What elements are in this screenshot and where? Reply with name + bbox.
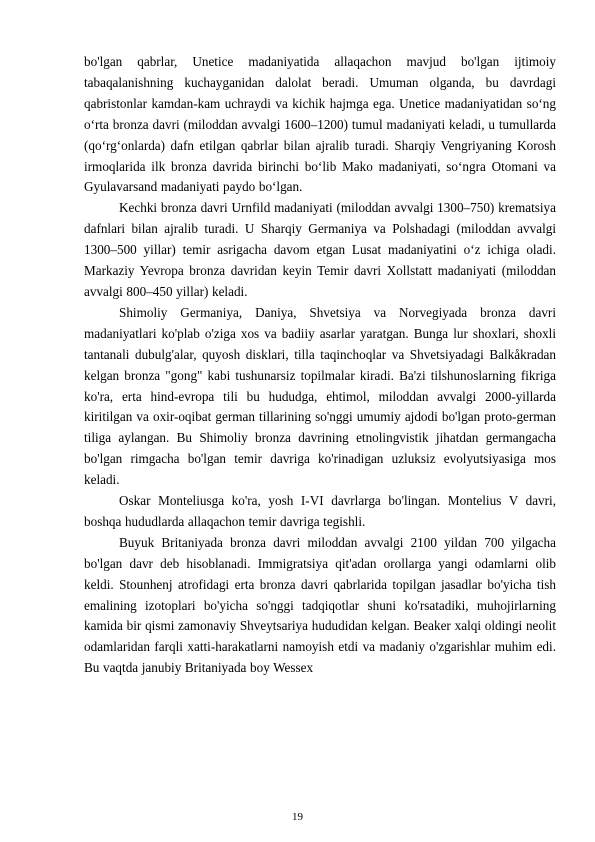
paragraph: Oskar Monteliusga ko'ra, yosh I-VI davrlarga bo'lingan. Montelius V davri, boshqa hududlarda allaqachon temir davriga tegishli.	[84, 493, 556, 529]
paragraph: Shimoliy Germaniya, Daniya, Shvetsiya va Norvegiyada bronza davri madaniyatlari ko'plab o'ziga xos va badiiy asarlar yaratgan. Bunga lur shoxlari, shoxli tantanali dubulg'alar, quyosh disklari, tilla taqinchoqlar va Shvetsiyadagi Balkåkradan kelgan bronza "gong" kabi tushunarsiz topilmalar kiradi. Ba'zi tilshunoslarning fikriga ko'ra, erta hind-evropa tili bu hududga, ehtimol, miloddan avvalgi 2000-yillarda kiritilgan va oxir-oqibat german tillarining so'nggi umumiy ajdodi bo'lgan proto-german tiliga aylangan. Bu Shimoliy bronza davrining etnolingvistik jihatdan germangacha bo'lgan rimgacha bo'lgan temir davriga ko'rinadigan uzluksiz evolyutsiyasiga mos keladi.	[84, 304, 556, 488]
page-number: 19	[292, 811, 303, 823]
paragraph: bo'lgan qabrlar, Unetice madaniyatida allaqachon mavjud bo'lgan ijtimoiy tabaqalanishning kuchayganidan dalolat beradi. Umuman olganda, bu davrdagi qabristonlar kamdan-kam uchraydi va kichik hajmga ega. Unetice madaniyatidan so‘ng o‘rta bronza davri (miloddan avvalgi 1600–1200) tumul madaniyati keladi, u tumullarda (qo‘rg‘onlarda) dafn etilgan qabrlar bilan ajralib turadi. Sharqiy Vengriyaning Korosh irmoqlarida ilk bronza davrida birinchi bo‘lib Mako madaniyati, so‘ngra Otomani va Gyulavarsand madaniyati paydo bo‘lgan.	[84, 54, 556, 195]
paragraph: Buyuk Britaniyada bronza davri miloddan avvalgi 2100 yildan 700 yilgacha bo'lgan davr deb hisoblanadi. Immigratsiya qit'adan orollarga yangi odamlarni olib keldi. Stounhenj atrofidagi erta bronza davri qabrlarida topilgan jasadlar bo'yicha tish emalining izotoplari bo'yicha so'nggi tadqiqotlar shuni ko'rsatadiki, muhojirlarning kamida bir qismi zamonaviy Shveytsariya hududidan kelgan. Beaker xalqi oldingi neolit odamlaridan farqli xatti-harakatlarni namoyish etdi va madaniy o'zgarishlar muhim edi. Bu vaqtda janubiy Britaniyada boy Wessex	[84, 534, 556, 676]
paragraph: Kechki bronza davri Urnfild madaniyati (miloddan avvalgi 1300–750) krematsiya dafnlari bilan ajralib turadi. U Sharqiy Germaniya va Polshadagi (miloddan avvalgi 1300–500 yillar) temir asrigacha davom etgan Lusat madaniyatini o‘z ichiga oladi. Markaziy Yevropa bronza davridan keyin Temir davri Xollstatt madaniyati (miloddan avvalgi 800–450 yillar) keladi.	[84, 200, 556, 299]
document-body	[84, 52, 556, 679]
